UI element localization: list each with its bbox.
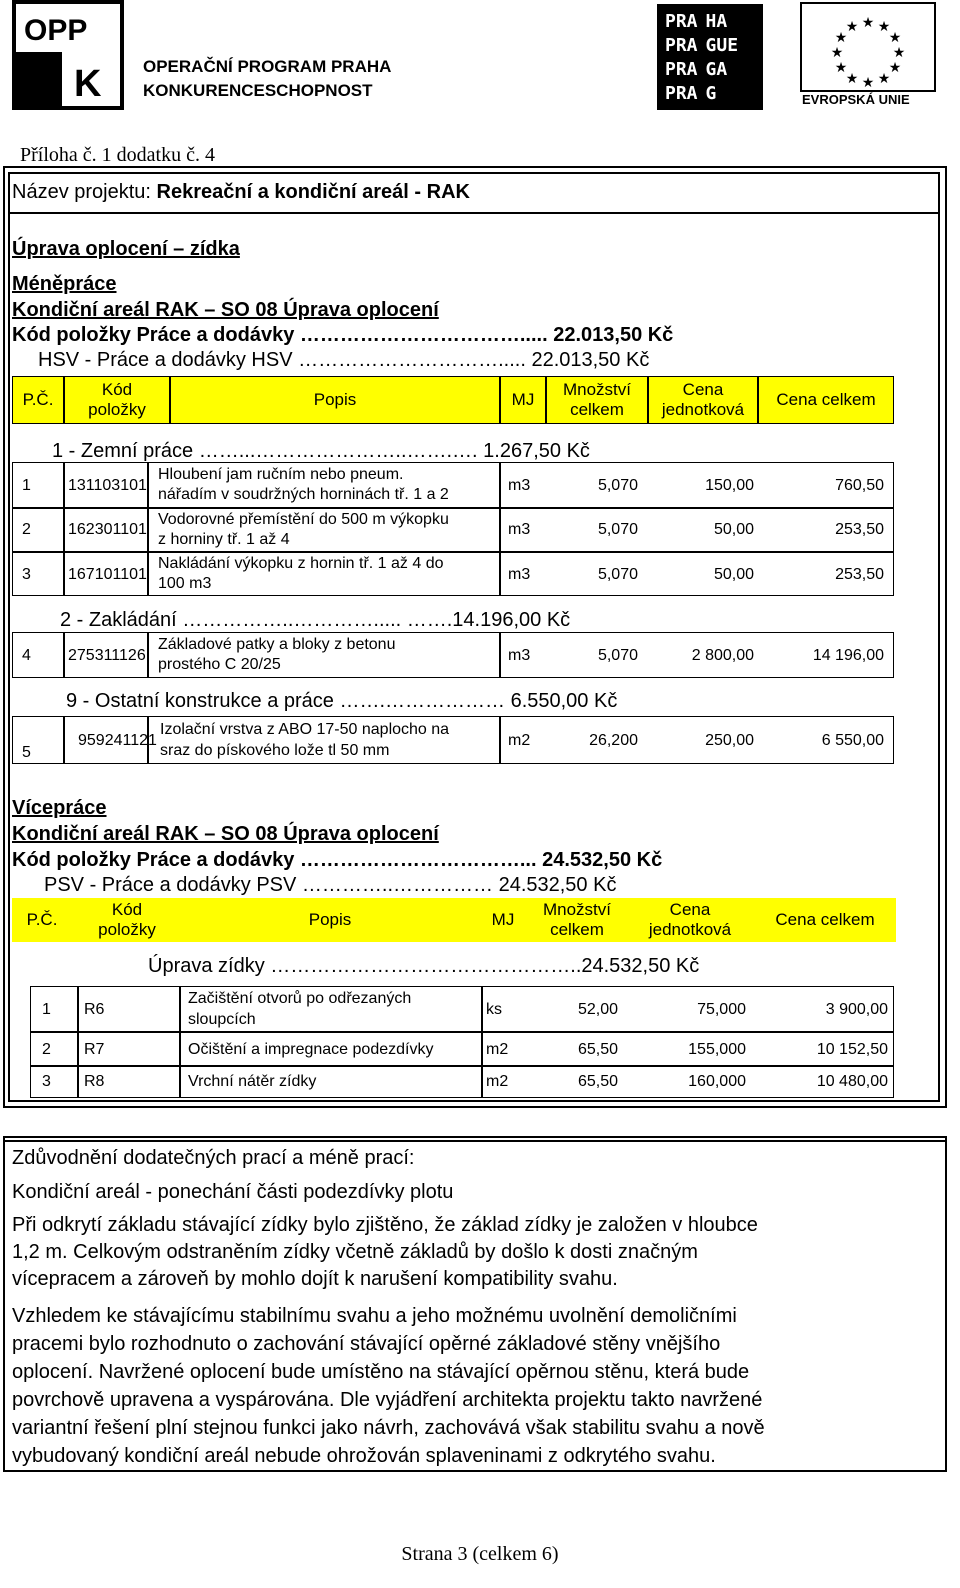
extra-work-title: Vícepráce: [12, 797, 107, 819]
section-title: Úprava oplocení – zídka: [12, 238, 240, 260]
justification-subtitle: Kondiční areál - ponechání části podezdívky plotu: [12, 1181, 454, 1203]
eu-label: EVROPSKÁ UNIE: [802, 92, 910, 107]
svg-text:★: ★: [877, 71, 891, 87]
group-title: 2 - Zakládání ……………..…………..... …….14.196,00 Kč: [60, 609, 571, 631]
col-qty: Množství celkem: [528, 898, 626, 942]
col-total: Cena celkem: [758, 376, 894, 424]
project-name: Rekreační a kondiční areál - RAK: [156, 181, 470, 203]
col-total: Cena celkem: [754, 898, 896, 942]
svg-text:★: ★: [877, 19, 891, 35]
col-pc: P.Č.: [12, 898, 72, 942]
opp-title-line1: OPERAČNÍ PROGRAM PRAHA: [143, 57, 392, 76]
svg-text:★: ★: [834, 60, 848, 76]
page-footer: Strana 3 (celkem 6): [401, 1543, 559, 1565]
less-work-subtitle: Kondiční areál RAK – SO 08 Úprava oplocení: [12, 299, 439, 321]
project-line: Název projektu: Rekreační a kondiční areál - RAK: [12, 181, 470, 203]
svg-text:K: K: [74, 63, 102, 105]
less-work-total: Kód položky Práce a dodávky ……………………………..... 22.013,50 Kč: [12, 324, 674, 346]
project-underline: [10, 212, 938, 214]
col-code: Kód položky: [64, 376, 170, 424]
extra-work-subtitle: Kondiční areál RAK – SO 08 Úprava oplocení: [12, 823, 439, 845]
col-mj: MJ: [500, 376, 546, 424]
hsv-line: HSV - Práce a dodávky HSV …………………………..... 22.013,50 Kč: [38, 349, 650, 371]
svg-text:★: ★: [845, 71, 859, 87]
group-title: 9 - Ostatní konstrukce a práce …….……………… 6.550,00 Kč: [66, 690, 618, 712]
col-mj: MJ: [478, 898, 528, 942]
less-work-title: Méněpráce: [12, 273, 117, 295]
psv-line: PSV - Práce a dodávky PSV …………..…………… 24.532,50 Kč: [44, 874, 617, 896]
justification-para1: Při odkrytí základu stávající zídky bylo zjištěno, že základ zídky je založen v hloubce 1,2 m. Celkovým odstraněním zídky včetně základů by došlo k dosti značným vícepracem a zároveň by mohlo dojít k narušení kompatibility svahu.: [12, 1214, 758, 1290]
col-desc: Popis: [182, 898, 478, 942]
group-title: 1 - Zemní práce ……...…………………..…….…. 1.267,50 Kč: [52, 440, 590, 462]
svg-text:★: ★: [861, 75, 875, 91]
col-pc: P.Č.: [12, 376, 64, 424]
col-unit: Cena jednotková: [626, 898, 754, 942]
svg-text:★: ★: [888, 60, 902, 76]
attachment-label: Příloha č. 1 dodatku č. 4: [20, 144, 215, 166]
extra-work-total: Kód položky Práce a dodávky ……………………………... 24.532,50 Kč: [12, 849, 663, 871]
opp-logo: [12, 0, 124, 110]
praha-logo: PRA HA PRA GUE PRA GA PRA G: [657, 4, 763, 110]
svg-text:★: ★: [892, 45, 906, 61]
svg-text:★: ★: [888, 30, 902, 46]
eu-flag-icon: [800, 2, 936, 92]
opp-title-line2: KONKURENCESCHOPNOST: [143, 81, 373, 100]
svg-text:OPP: OPP: [24, 14, 88, 47]
col-code: Kód položky: [72, 898, 182, 942]
justification-divider: [3, 1140, 947, 1142]
col-unit: Cena jednotková: [648, 376, 758, 424]
svg-text:★: ★: [834, 30, 848, 46]
svg-text:★: ★: [845, 19, 859, 35]
justification-para2: Vzhledem ke stávajícímu stabilnímu svahu a jeho možnému uvolnění demoličními pracemi bylo rozhodnuto o zachování stávající opěrné základové stěny vnějšího oplocení. Navržené oplocení bude umístěno na stávající opěrnou stěnu, která bude povrchově upravena a vyspárována. Dle vyjádření architekta projektu takto navržené variantní řešení plní stejnou funkci jako návrh, zachovává však stabilitu svahu a nově vybudovaný kondiční areál nebude ohrožován splaveninami z odkrytého svahu.: [12, 1305, 765, 1467]
group-title: Úprava zídky ………………………………………..24.532,50 Kč: [148, 955, 700, 977]
col-qty: Množství celkem: [546, 376, 648, 424]
svg-text:★: ★: [830, 45, 844, 61]
col-desc: Popis: [170, 376, 500, 424]
svg-text:★: ★: [861, 15, 875, 31]
justification-title: Zdůvodnění dodatečných prací a méně prací:: [12, 1147, 415, 1169]
